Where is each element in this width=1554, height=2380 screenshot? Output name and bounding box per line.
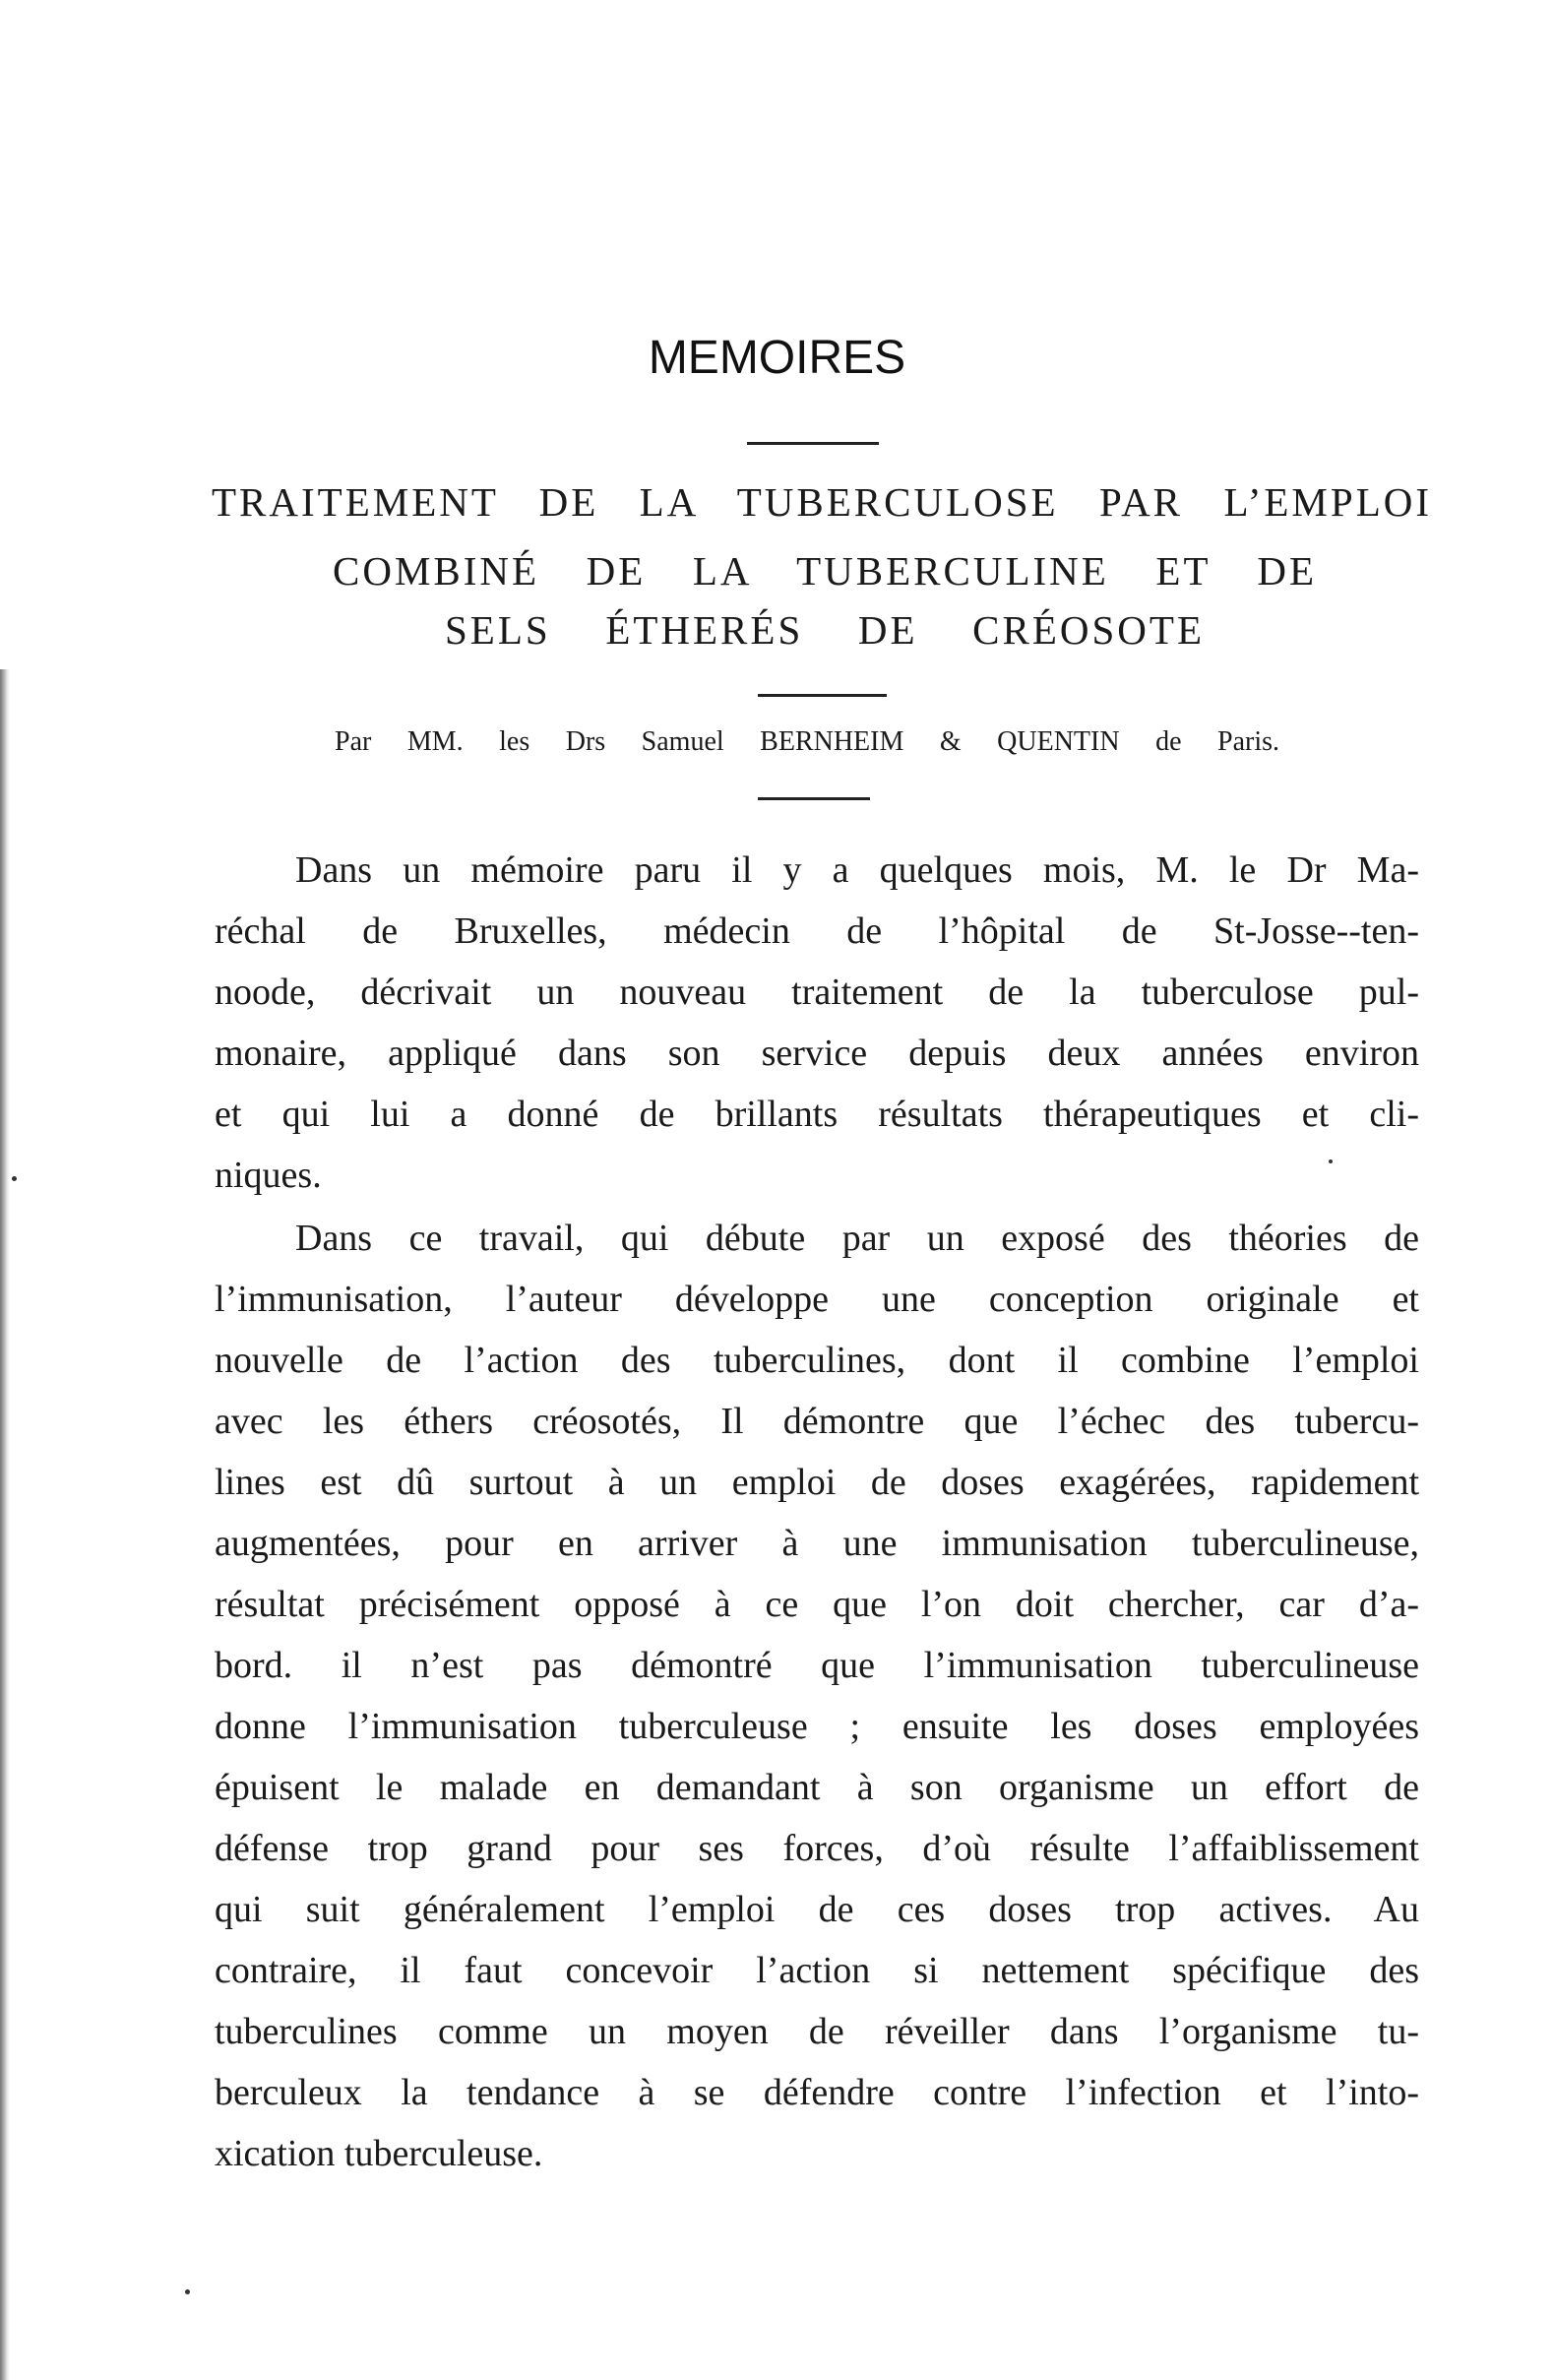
text-line: épuisent le malade en demandant à son organisme un effort de bbox=[215, 1767, 1419, 1808]
scan-speck bbox=[1329, 1159, 1333, 1163]
text-line: qui suit généralement l’emploi de ces doses trop actives. Au bbox=[215, 1889, 1419, 1930]
text-line: résultat précisément opposé à ce que l’on doit chercher, car d’a- bbox=[215, 1584, 1419, 1625]
heading-rule bbox=[747, 442, 879, 445]
text-line: bord. il n’est pas démontré que l’immunisation tuberculineuse bbox=[215, 1645, 1419, 1686]
text-line: niques. bbox=[215, 1155, 322, 1196]
text-line: défense trop grand pour ses forces, d’où résulte l’affaiblissement bbox=[215, 1828, 1419, 1869]
article-title-line-3: SELS ÉTHERÉS DE CRÉOSOTE bbox=[445, 607, 1205, 653]
text-line: avec les éthers créosotés, Il démontre que l’échec des tubercu- bbox=[215, 1401, 1419, 1442]
text-line: monaire, appliqué dans son service depuis deux années environ bbox=[215, 1033, 1419, 1074]
text-line: lines est dû surtout à un emploi de doses exagérées, rapidement bbox=[215, 1462, 1419, 1503]
text-line: réchal de Bruxelles, médecin de l’hôpital de St-Josse--ten- bbox=[215, 910, 1419, 952]
text-line: noode, décrivait un nouveau traitement de la tuberculose pul- bbox=[215, 971, 1419, 1013]
text-line: Dans ce travail, qui débute par un exposé des théories de bbox=[295, 1218, 1419, 1259]
text-line: tuberculines comme un moyen de réveiller dans l’organisme tu- bbox=[215, 2011, 1419, 2052]
scan-page-edge bbox=[0, 669, 10, 2380]
scan-speck bbox=[12, 1176, 17, 1181]
text-line: xication tuberculeuse. bbox=[215, 2133, 543, 2174]
text-line: Dans un mémoire paru il y a quelques mois, M. le Dr Ma- bbox=[295, 849, 1419, 891]
text-line: contraire, il faut concevoir l’action si nettement spécifique des bbox=[215, 1950, 1419, 1991]
article-title-line-1: TRAITEMENT DE LA TUBERCULOSE PAR L’EMPLOI bbox=[212, 479, 1432, 525]
article-title-line-2: COMBINÉ DE LA TUBERCULINE ET DE bbox=[333, 548, 1317, 594]
title-rule bbox=[758, 694, 887, 697]
byline-rule bbox=[758, 797, 870, 800]
text-line: l’immunisation, l’auteur développe une conception originale et bbox=[215, 1279, 1419, 1320]
author-byline: Par MM. les Drs Samuel BERNHEIM & QUENTIN de Paris. bbox=[335, 726, 1279, 757]
scan-speck bbox=[185, 2289, 190, 2294]
section-heading: MEMOIRES bbox=[648, 332, 906, 384]
text-line: augmentées, pour en arriver à une immunisation tuberculineuse, bbox=[215, 1523, 1419, 1564]
text-line: nouvelle de l’action des tuberculines, dont il combine l’emploi bbox=[215, 1340, 1419, 1381]
text-line: berculeux la tendance à se défendre contre l’infection et l’into- bbox=[215, 2072, 1419, 2113]
text-line: et qui lui a donné de brillants résultats thérapeutiques et cli- bbox=[215, 1094, 1419, 1135]
text-line: donne l’immunisation tuberculeuse ; ensuite les doses employées bbox=[215, 1706, 1419, 1747]
